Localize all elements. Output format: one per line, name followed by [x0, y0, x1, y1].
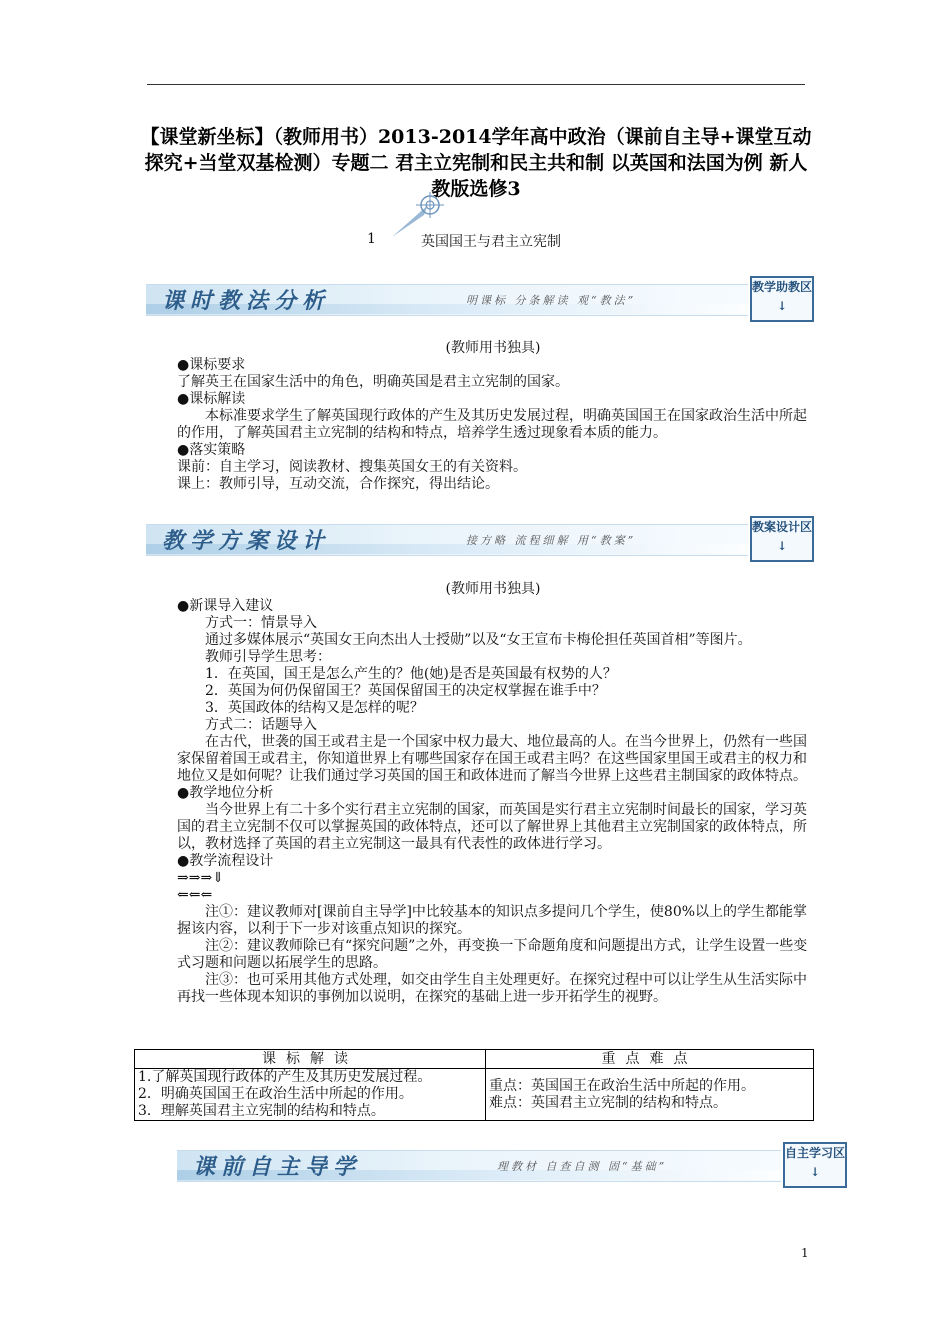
banner-zone-label: 教学助教区↓	[750, 276, 814, 322]
question-item: 3．英国政体的结构又是怎样的呢？	[205, 700, 424, 716]
paragraph: 当今世界上有二十多个实行君主立宪制的国家，而英国是实行君主立宪制时间最长的国家，学习英国的君主立宪制不仅可以掌握英国的政体特点，还可以了解世界上其他君主立宪制国家的政体特点，所以，教材选择了英国的君主立宪制这一最具有代表性的政体进行学习。	[177, 802, 807, 852]
banner-heading: 课前自主导学	[193, 1154, 362, 1180]
teacher-note: (教师用书独具)	[445, 581, 541, 597]
objective-item: 1.了解英国现行政体的产生及其历史发展过程。	[138, 1069, 432, 1085]
table-header: 课标解读	[135, 1050, 486, 1069]
method-label: 方式一：情景导入	[205, 615, 317, 631]
question-item: 1．在英国，国王是怎么产生的？他(她)是否是英国最有权势的人？	[205, 666, 617, 682]
note-item: 注①：建议教师对[课前自主导学]中比较基本的知识点多提问几个学生，使80%以上的学生都能掌握该内容，以利于下一步对该重点知识的探究。	[177, 904, 808, 937]
table-row	[135, 1069, 814, 1121]
paragraph: 课上：教师引导，互动交流，合作探究，得出结论。	[177, 476, 499, 492]
subheading: ●课标要求	[177, 357, 246, 373]
method-label: 方式二：话题导入	[205, 717, 317, 733]
banner-self-study	[177, 1142, 847, 1186]
banner-heading: 教学方案设计	[162, 528, 331, 554]
subheading: ●落实策略	[177, 442, 246, 458]
banner-teaching-analysis	[146, 276, 814, 320]
section-number: 1	[367, 231, 376, 247]
document-title: 【课堂新坐标】（教师用书）2013-2014学年高中政治（课前自主导+课堂互动探究+当堂双基检测）专题二 君主立宪制和民主共和制 以英国和法国为例 新人教版选修3	[140, 126, 812, 200]
note-item: 注②：建议教师除已有“探究问题”之外，再变换一下命题角度和问题提出方式，让学生设置一些变式习题和问题以拓展学生的思路。	[177, 938, 808, 971]
banner-tagline: 明课标 分条解读 观“教法”	[466, 294, 637, 307]
objective-item: 2．明确英国国王在政治生活中所起的作用。	[138, 1086, 413, 1102]
banner-zone-label: 自主学习区↓	[783, 1142, 847, 1188]
table-header-row	[135, 1050, 814, 1069]
table-cell-keypoints	[486, 1069, 814, 1121]
banner-teaching-plan	[146, 516, 814, 560]
flow-arrows: ⇐⇐⇐	[177, 887, 213, 903]
subheading: ●课标解读	[177, 391, 246, 407]
subheading: ●新课导入建议	[177, 598, 274, 614]
objective-item: 3．理解英国君主立宪制的结构和特点。	[138, 1103, 385, 1119]
note-item: 注③：也可采用其他方式处理，如交由学生自主处理更好。在探究过程中可以让学生从生活实际中再找一些体现本知识的事例加以说明，在探究的基础上进一步开拓学生的视野。	[177, 972, 807, 1005]
banner-zone-label: 教案设计区↓	[750, 516, 814, 562]
paragraph: 了解英王在国家生活中的角色，明确英国是君主立宪制的国家。	[177, 374, 569, 390]
curriculum-table	[134, 1049, 814, 1121]
question-item: 2．英国为何仍保留国王？英国保留国王的决定权掌握在谁手中？	[205, 683, 606, 699]
section-title: 英国国王与君主立宪制	[421, 234, 561, 250]
banner-heading: 课时教法分析	[162, 288, 331, 314]
paragraph: 课前：自主学习，阅读教材、搜集英国女王的有关资料。	[177, 459, 527, 475]
page-number: 1	[801, 1246, 809, 1260]
paragraph: 教师引导学生思考：	[205, 649, 331, 665]
banner-tagline: 接方略 流程细解 用“教案”	[466, 534, 637, 547]
table-header: 重点难点	[486, 1050, 814, 1069]
teaching-plan-section	[177, 581, 809, 1006]
subheading: ●教学地位分析	[177, 785, 274, 801]
paragraph: 通过多媒体展示“英国女王向杰出人士授勋”以及“女王宣布卡梅伦担任英国首相”等图片。	[205, 632, 752, 648]
difficult-point: 难点：英国君主立宪制的结构和特点。	[489, 1094, 727, 1111]
teaching-analysis-section	[177, 340, 809, 493]
paragraph: 本标准要求学生了解英国现行政体的产生及其历史发展过程，明确英国国王在国家政治生活中所起的作用，了解英国君主立宪制的结构和特点，培养学生透过现象看本质的能力。	[177, 408, 807, 441]
banner-tagline: 理教材 自查自测 固“基础”	[497, 1160, 668, 1173]
table-cell-objectives	[135, 1069, 486, 1121]
subheading: ●教学流程设计	[177, 853, 274, 869]
header-rule	[147, 84, 805, 85]
teacher-note: (教师用书独具)	[445, 340, 541, 356]
flow-arrows: ⇒⇒⇒⇓	[177, 870, 224, 886]
key-point: 重点：英国国王在政治生活中所起的作用。	[489, 1077, 755, 1094]
paragraph: 在古代，世袭的国王或君主是一个国家中权力最大、地位最高的人。在当今世界上，仍然有一些国家保留着国王或君主，你知道世界上有哪些国家存在国王或君主吗？在这些国家里国王或君主的权力和地位又是如何呢？让我们通过学习英国的国王和政体进而了解当今世界上这些君主制国家的政体特点。	[177, 734, 807, 784]
